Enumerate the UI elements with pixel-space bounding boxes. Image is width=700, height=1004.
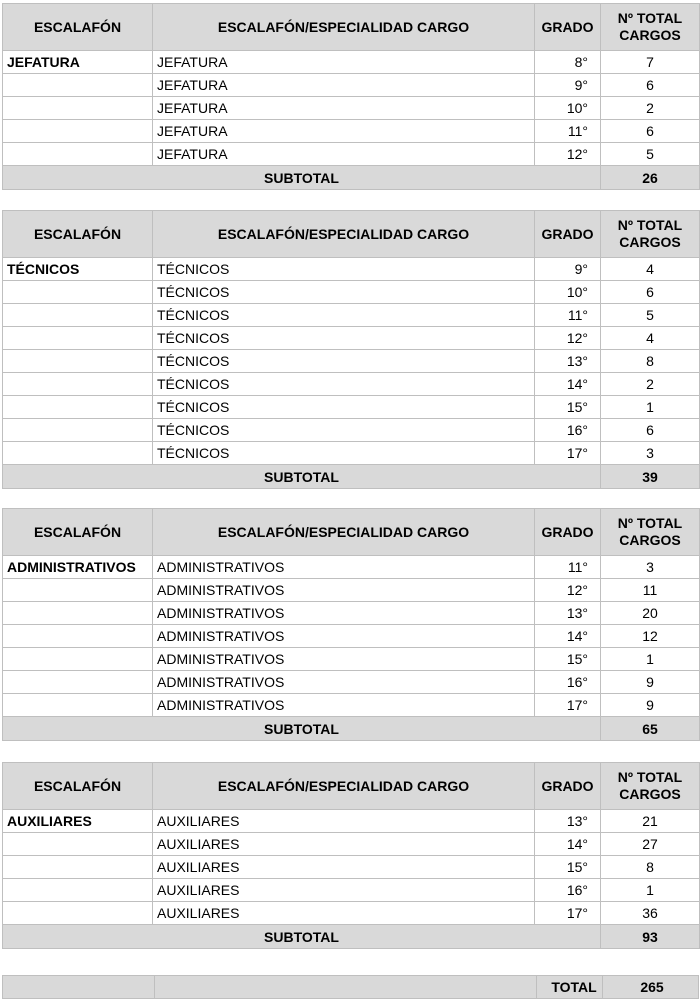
group-name-empty	[3, 97, 153, 120]
table-row	[3, 281, 700, 304]
group-table-tecnicos	[2, 210, 700, 489]
grand-total-label: TOTAL	[551, 979, 597, 995]
subtotal-label: SUBTOTAL	[3, 717, 601, 741]
table-row	[3, 648, 700, 671]
header-grado: GRADO	[535, 509, 601, 556]
group-name-empty	[3, 902, 153, 925]
total-cell: 11	[601, 579, 700, 602]
total-cell: 8	[601, 350, 700, 373]
cargo-cell: ADMINISTRATIVOS	[153, 556, 535, 579]
group-name-empty	[3, 579, 153, 602]
total-cell: 1	[601, 396, 700, 419]
total-cell: 4	[601, 327, 700, 350]
subtotal-row	[3, 717, 700, 741]
subtotal-row	[3, 166, 700, 190]
table-header-row	[3, 509, 700, 556]
total-cell: 1	[601, 648, 700, 671]
total-divider	[154, 976, 155, 998]
total-cell: 27	[601, 833, 700, 856]
grado-cell: 11°	[535, 556, 601, 579]
grado-cell: 11°	[535, 304, 601, 327]
header-grado: GRADO	[535, 4, 601, 51]
grado-cell: 17°	[535, 902, 601, 925]
cargo-cell: ADMINISTRATIVOS	[153, 625, 535, 648]
subtotal-label: SUBTOTAL	[3, 465, 601, 489]
table-row	[3, 556, 700, 579]
header-grado: GRADO	[535, 763, 601, 810]
grado-cell: 9°	[535, 258, 601, 281]
group-name-empty	[3, 120, 153, 143]
grand-total-value: 265	[640, 979, 664, 995]
header-especialidad: ESCALAFÓN/ESPECIALIDAD CARGO	[153, 763, 535, 810]
subtotal-value: 93	[601, 925, 700, 949]
group-name-empty	[3, 694, 153, 717]
grado-cell: 12°	[535, 327, 601, 350]
cargo-cell: JEFATURA	[153, 97, 535, 120]
grado-cell: 13°	[535, 810, 601, 833]
group-name-empty	[3, 602, 153, 625]
group-name-empty	[3, 327, 153, 350]
cargo-cell: TÉCNICOS	[153, 304, 535, 327]
total-cell: 12	[601, 625, 700, 648]
total-cell: 8	[601, 856, 700, 879]
header-total-cargos: Nº TOTAL CARGOS	[601, 509, 700, 556]
cargo-cell: AUXILIARES	[153, 833, 535, 856]
total-cell: 21	[601, 810, 700, 833]
total-cell: 3	[601, 442, 700, 465]
grado-cell: 12°	[535, 579, 601, 602]
group-table-administrativos	[2, 508, 700, 741]
total-cell: 3	[601, 556, 700, 579]
table-header-row	[3, 763, 700, 810]
total-cell: 9	[601, 694, 700, 717]
group-name-empty	[3, 671, 153, 694]
grado-cell: 12°	[535, 143, 601, 166]
grado-cell: 14°	[535, 833, 601, 856]
table-row	[3, 258, 700, 281]
group-name-empty	[3, 442, 153, 465]
cargo-cell: TÉCNICOS	[153, 327, 535, 350]
total-cell: 1	[601, 879, 700, 902]
header-escalafon: ESCALAFÓN	[3, 509, 153, 556]
group-name-empty	[3, 74, 153, 97]
table-row	[3, 350, 700, 373]
table-row	[3, 879, 700, 902]
total-cell: 2	[601, 373, 700, 396]
cargo-cell: ADMINISTRATIVOS	[153, 579, 535, 602]
grado-cell: 15°	[535, 856, 601, 879]
cargo-cell: TÉCNICOS	[153, 442, 535, 465]
total-cell: 36	[601, 902, 700, 925]
table-row	[3, 327, 700, 350]
table-row	[3, 442, 700, 465]
group-name-empty	[3, 304, 153, 327]
subtotal-value: 65	[601, 717, 700, 741]
table-row	[3, 602, 700, 625]
total-cell: 5	[601, 304, 700, 327]
grado-cell: 17°	[535, 694, 601, 717]
table-row	[3, 671, 700, 694]
grado-cell: 10°	[535, 97, 601, 120]
table-row	[3, 373, 700, 396]
table-row	[3, 902, 700, 925]
table-row	[3, 419, 700, 442]
cargo-cell: JEFATURA	[153, 120, 535, 143]
table-row	[3, 97, 700, 120]
cargo-cell: JEFATURA	[153, 74, 535, 97]
total-cell: 7	[601, 51, 700, 74]
cargo-cell: TÉCNICOS	[153, 281, 535, 304]
cargo-cell: JEFATURA	[153, 143, 535, 166]
cargo-cell: AUXILIARES	[153, 810, 535, 833]
total-cell: 6	[601, 419, 700, 442]
group-name-empty	[3, 350, 153, 373]
grado-cell: 8°	[535, 51, 601, 74]
table-row	[3, 396, 700, 419]
total-cell: 6	[601, 120, 700, 143]
grado-cell: 17°	[535, 442, 601, 465]
table-row	[3, 579, 700, 602]
grado-cell: 10°	[535, 281, 601, 304]
table-row	[3, 833, 700, 856]
group-name-empty	[3, 625, 153, 648]
header-especialidad: ESCALAFÓN/ESPECIALIDAD CARGO	[153, 4, 535, 51]
header-total-cargos: Nº TOTAL CARGOS	[601, 4, 700, 51]
group-name: TÉCNICOS	[3, 258, 153, 281]
header-total-cargos: Nº TOTAL CARGOS	[601, 211, 700, 258]
subtotal-row	[3, 465, 700, 489]
total-cell: 6	[601, 281, 700, 304]
group-name: AUXILIARES	[3, 810, 153, 833]
total-cell: 2	[601, 97, 700, 120]
grado-cell: 14°	[535, 373, 601, 396]
cargo-cell: TÉCNICOS	[153, 258, 535, 281]
subtotal-value: 26	[601, 166, 700, 190]
group-name: ADMINISTRATIVOS	[3, 556, 153, 579]
total-cell: 6	[601, 74, 700, 97]
table-header-row	[3, 4, 700, 51]
header-especialidad: ESCALAFÓN/ESPECIALIDAD CARGO	[153, 509, 535, 556]
table-row	[3, 304, 700, 327]
grado-cell: 16°	[535, 879, 601, 902]
group-table-jefatura	[2, 3, 700, 190]
table-row	[3, 74, 700, 97]
header-escalafon: ESCALAFÓN	[3, 763, 153, 810]
cargo-cell: AUXILIARES	[153, 879, 535, 902]
cargo-cell: TÉCNICOS	[153, 350, 535, 373]
cargo-cell: TÉCNICOS	[153, 396, 535, 419]
grado-cell: 13°	[535, 350, 601, 373]
table-row	[3, 120, 700, 143]
group-name: JEFATURA	[3, 51, 153, 74]
grado-cell: 14°	[535, 625, 601, 648]
header-grado: GRADO	[535, 211, 601, 258]
header-escalafon: ESCALAFÓN	[3, 4, 153, 51]
cargo-cell: TÉCNICOS	[153, 373, 535, 396]
table-row	[3, 694, 700, 717]
grado-cell: 15°	[535, 396, 601, 419]
group-name-empty	[3, 648, 153, 671]
group-name-empty	[3, 856, 153, 879]
total-cell: 20	[601, 602, 700, 625]
subtotal-label: SUBTOTAL	[3, 166, 601, 190]
grado-cell: 15°	[535, 648, 601, 671]
total-cell: 5	[601, 143, 700, 166]
group-table-auxiliares	[2, 762, 700, 949]
grado-cell: 9°	[535, 74, 601, 97]
grado-cell: 16°	[535, 671, 601, 694]
group-name-empty	[3, 281, 153, 304]
cargo-cell: AUXILIARES	[153, 902, 535, 925]
subtotal-label: SUBTOTAL	[3, 925, 601, 949]
total-cell: 9	[601, 671, 700, 694]
header-total-cargos: Nº TOTAL CARGOS	[601, 763, 700, 810]
total-cell: 4	[601, 258, 700, 281]
grand-total-bar	[2, 975, 699, 999]
cargo-cell: ADMINISTRATIVOS	[153, 648, 535, 671]
grado-cell: 16°	[535, 419, 601, 442]
header-escalafon: ESCALAFÓN	[3, 211, 153, 258]
cargo-cell: JEFATURA	[153, 51, 535, 74]
cargo-cell: ADMINISTRATIVOS	[153, 694, 535, 717]
table-row	[3, 856, 700, 879]
group-name-empty	[3, 373, 153, 396]
table-row	[3, 810, 700, 833]
grado-cell: 11°	[535, 120, 601, 143]
cargo-cell: ADMINISTRATIVOS	[153, 602, 535, 625]
cargo-cell: ADMINISTRATIVOS	[153, 671, 535, 694]
group-name-empty	[3, 396, 153, 419]
group-name-empty	[3, 833, 153, 856]
cargo-cell: AUXILIARES	[153, 856, 535, 879]
grado-cell: 13°	[535, 602, 601, 625]
subtotal-row	[3, 925, 700, 949]
table-header-row	[3, 211, 700, 258]
table-row	[3, 51, 700, 74]
table-row	[3, 625, 700, 648]
cargo-cell: TÉCNICOS	[153, 419, 535, 442]
subtotal-value: 39	[601, 465, 700, 489]
total-divider	[536, 976, 537, 998]
table-row	[3, 143, 700, 166]
group-name-empty	[3, 419, 153, 442]
group-name-empty	[3, 879, 153, 902]
group-name-empty	[3, 143, 153, 166]
header-especialidad: ESCALAFÓN/ESPECIALIDAD CARGO	[153, 211, 535, 258]
